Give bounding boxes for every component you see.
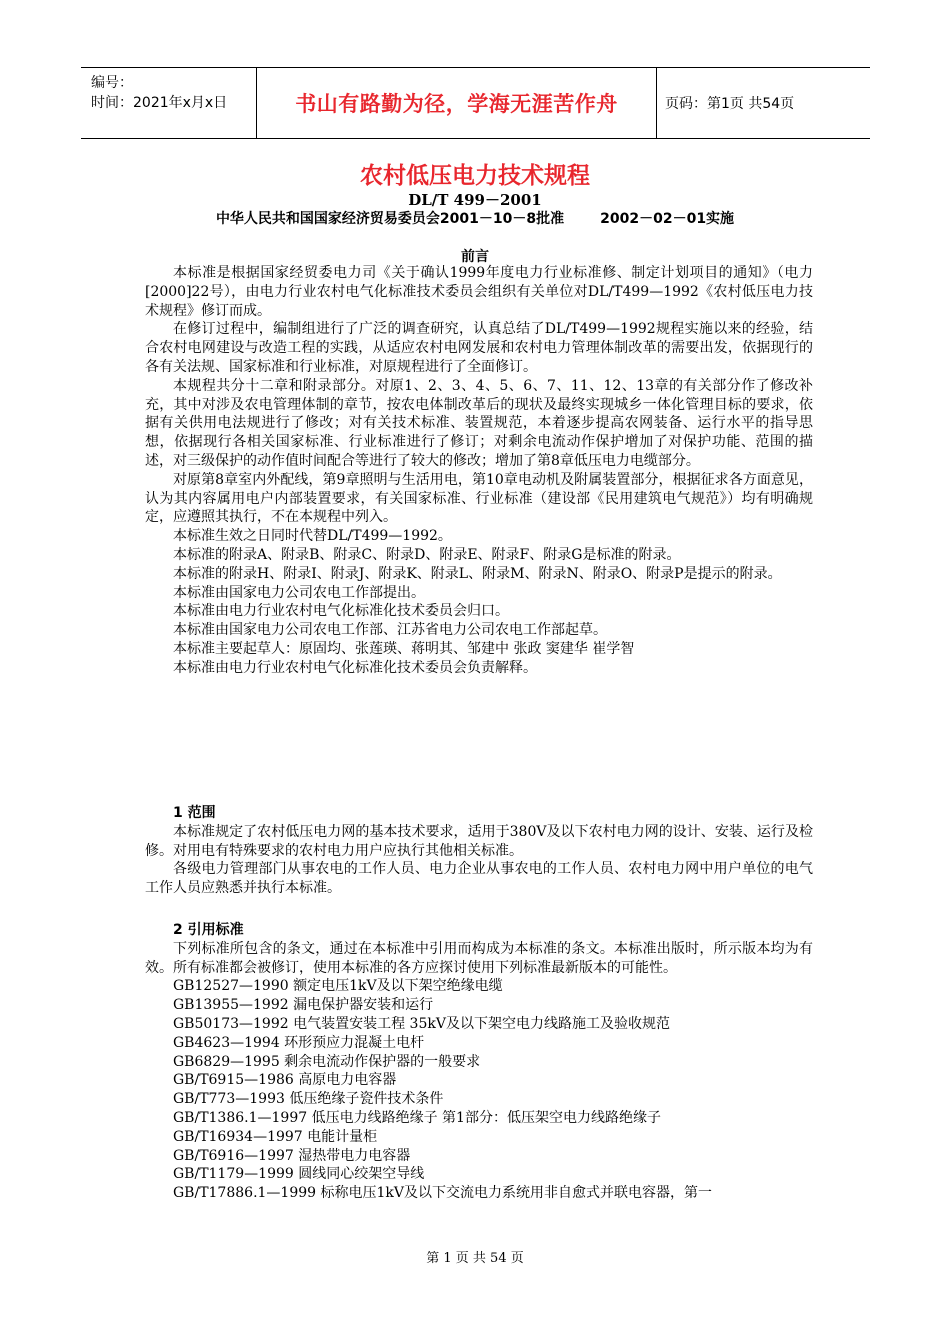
section-1-paragraph: 各级电力管理部门从事农电的工作人员、电力企业从事农电的工作人员、农村电力网中用户单位的电气工作人员应熟悉并执行本标准。 [145, 861, 813, 897]
reference-item: GB/T6916—1997 湿热带电力电容器 [173, 1147, 411, 1164]
section-2-intro: 下列标准所包含的条文，通过在本标准中引用而构成为本标准的条文。本标准出版时，所示版本均为有效。所有标准都会被修订，使用本标准的各方应探讨使用下列标准最新版本的可能性。 [145, 940, 813, 976]
page-footer: 第 1 页 共 54 页 [426, 1251, 524, 1266]
section-2-heading: 2 引用标准 [173, 922, 244, 938]
document-title: 农村低压电力技术规程 [360, 163, 590, 189]
preface-paragraph: 在修订过程中，编制组进行了广泛的调查研究，认真总结了DL/T499—1992规程实施以来的经验，结合农村电网建设与改造工程的实践，从适应农村电网发展和农村电力管理体制改革的需要出发，依据现行的各有关法规、国家标准和行业标准，对原规程进行了全面修订。 [145, 321, 813, 375]
time-label: 时间：2021年x月x日 [91, 95, 228, 111]
preface-paragraph: 本标准的附录A、附录B、附录C、附录D、附录E、附录F、附录G是标准的附录。 [173, 546, 681, 563]
reference-item: GB/T1386.1—1997 低压电力线路绝缘子 第1部分：低压架空电力线路绝缘子 [173, 1109, 661, 1126]
approval-line [0, 208, 950, 228]
preface-paragraph: 本标准由电力行业农村电气化标准化技术委员会负责解释。 [173, 659, 537, 676]
preface-paragraph: 本标准生效之日同时代替DL/T499—1992。 [173, 528, 452, 545]
motto-text: 书山有路勤为径，学海无涯苦作舟 [295, 92, 618, 116]
section-2 [145, 921, 813, 1203]
preface-paragraph: 本标准由国家电力公司农电工作部、江苏省电力公司农电工作部起草。 [173, 622, 607, 639]
preface-paragraph: 本标准由国家电力公司农电工作部提出。 [173, 584, 425, 601]
preface-paragraph: 本标准的附录H、附录I、附录J、附录K、附录L、附录M、附录N、附录O、附录P是提示的附录。 [173, 565, 782, 582]
reference-item: GB/T17886.1—1999 标称电压1kV及以下交流电力系统用非自愈式并联电容器，第一 [173, 1185, 712, 1202]
section-1-paragraph: 本标准规定了农村低压电力网的基本技术要求，适用于380V及以下农村电力网的设计、安装、运行及检修。对用电有特殊要求的农村电力用户应执行其他相关标准。 [145, 823, 813, 859]
reference-item: GB12527—1990 额定电压1kV及以下架空绝缘电缆 [173, 978, 503, 995]
header-table [81, 67, 870, 139]
reference-item: GB/T1179—1999 圆线同心绞架空导线 [173, 1166, 425, 1183]
section-1-heading: 1 范围 [173, 805, 216, 821]
reference-item: GB50173—1992 电气装置安装工程 35kV及以下架空电力线路施工及验收规范 [173, 1015, 670, 1032]
reference-item: GB/T6915—1986 高原电力电容器 [173, 1072, 397, 1089]
header-page-cell [657, 68, 870, 138]
reference-item: GB13955—1992 漏电保护器安装和运行 [173, 997, 434, 1014]
page-label: 页码：第1页 共54页 [665, 96, 795, 112]
header-meta [81, 68, 257, 138]
header-motto-cell [257, 68, 657, 138]
reference-item: GB4623—1994 环形预应力混凝土电杆 [173, 1034, 425, 1051]
preface-paragraph: 对原第8章室内外配线，第9章照明与生活用电，第10章电动机及附属装置部分，根据征求各方面意见，认为其内容属用电户内部装置要求，有关国家标准、行业标准（建设部《民用建筑电气规范》）均有明确规定，应遵照其执行，不在本规程中列入。 [145, 471, 813, 526]
implement-text: 2002－02－01实施 [600, 211, 735, 227]
reference-item: GB6829—1995 剩余电流动作保护器的一般要求 [173, 1053, 481, 1070]
preface-paragraph: 本标准是根据国家经贸委电力司《关于确认1999年度电力行业标准修、制定计划项目的通知》（电力[2000]22号），由电力行业农村电气化标准技术委员会组织有关单位对DL/T499—1992《农村低压电力技术规程》修订而成。 [145, 265, 813, 319]
reference-item: GB/T773—1993 低压绝缘子瓷件技术条件 [173, 1091, 444, 1108]
preface-body [145, 264, 813, 678]
number-label: 编号： [91, 75, 133, 91]
reference-item: GB/T16934—1997 电能计量柜 [173, 1128, 378, 1145]
section-1 [145, 804, 813, 898]
preface-paragraph: 本标准主要起草人：原固均、张莲瑛、蒋明其、邹建中 张政 窦建华 崔学智 [173, 640, 635, 657]
standard-code: DL/T 499－2001 [408, 191, 542, 209]
preface-heading: 前言 [461, 249, 489, 265]
approval-text: 中华人民共和国国家经济贸易委员会2001－10－8批准 [215, 211, 565, 227]
preface-paragraph: 本标准由电力行业农村电气化标准化技术委员会归口。 [173, 603, 509, 620]
preface-paragraph: 本规程共分十二章和附录部分。对原1、2、3、4、5、6、7、11、12、13章的有关部分作了修改补充，其中对涉及农电管理体制的章节，按农电体制改革后的现状及最终实现城乡一体化管理目标的要求，依据有关供用电法规进行了修改；对有关技术标准、装置规范，本着逐步提高农网装备、运行水平的指导思想，依据现行各相关国家标准、行业标准进行了修订；对剩余电流动作保护增加了对保护功能、范围的描述，对三级保护的动作值时间配合等进行了较大的修改；增加了第8章低压电力电缆部分。 [145, 377, 813, 469]
